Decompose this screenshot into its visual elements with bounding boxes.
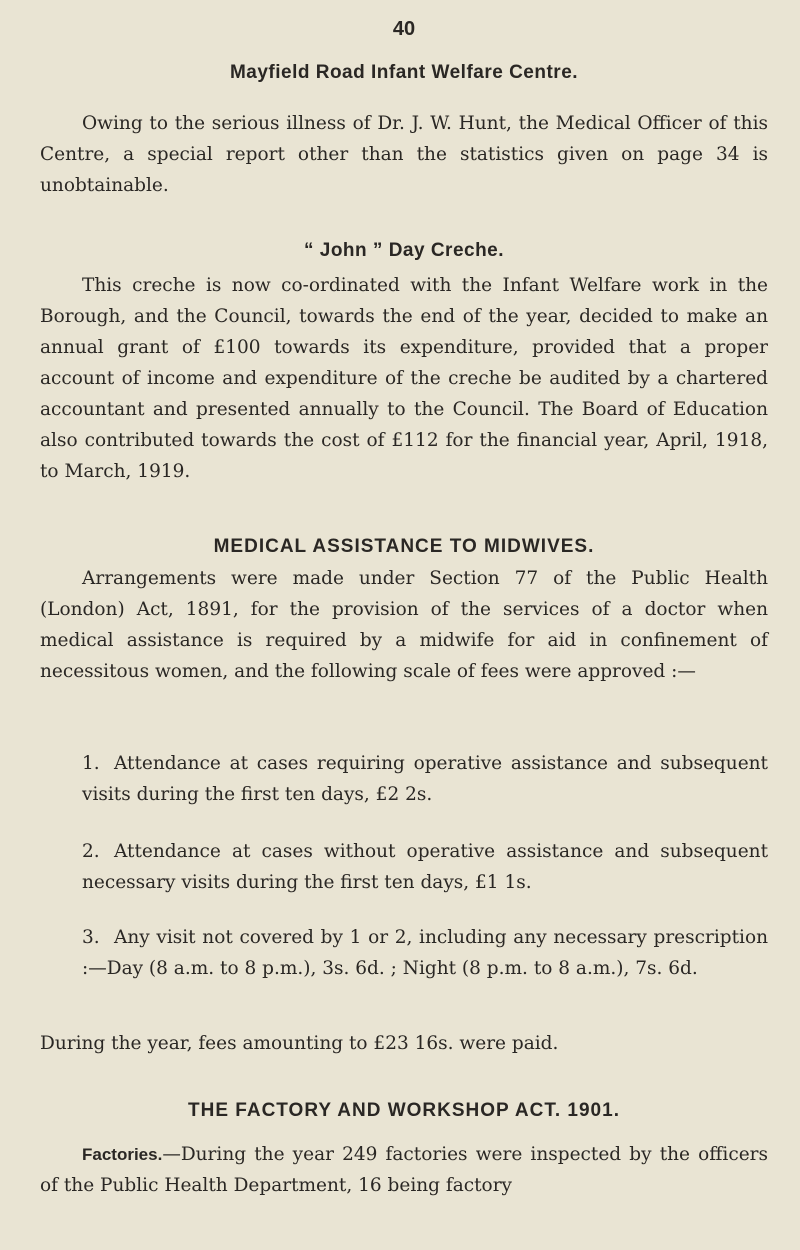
factories-text: —During the year 249 factories were inspected by the officers of the Public Health Department, 16 being factory	[40, 1144, 768, 1196]
fees-paid-paragraph: During the year, fees amounting to £23 16s. were paid.	[40, 1033, 559, 1054]
fee-item-1	[82, 748, 768, 810]
document-page	[40, 0, 768, 1250]
factories-runin-heading: Factories.	[82, 1145, 163, 1164]
fee-item-number: 2.	[82, 841, 100, 862]
creche-paragraph: This creche is now co-ordinated with the Infant Welfare work in the Borough, and the Council, towards the end of the year, decided to make an annual grant of £100 towards its expenditure, provided that a proper account of income and expenditure of the creche be audited by a chartered accountant and presented annually to the Council. The Board of Education also contributed towards the cost of £112 for the financial year, April, 1918, to March, 1919.	[40, 275, 768, 482]
page-number: 40	[392, 18, 416, 40]
fee-item-number: 1.	[82, 753, 100, 774]
fee-item-number: 3.	[82, 927, 100, 948]
midwives-paragraph: Arrangements were made under Section 77 of the Public Health (London) Act, 1891, for the provision of the services of a doctor when medical assistance is required by a midwife for aid in confinement of necessitous women, and the following scale of fees were approved :—	[40, 568, 768, 682]
creche-heading: “ John ” Day Creche.	[303, 240, 505, 261]
fee-item-2	[82, 836, 768, 898]
factories-paragraph	[40, 1139, 768, 1201]
fee-item-text: Any visit not covered by 1 or 2, including any necessary prescription :—Day (8 a.m. to 8 p.m.), 3s. 6d. ; Night (8 p.m. to 8 a.m.), 7s. 6d.	[82, 927, 768, 979]
mayfield-heading: Mayfield Road Infant Welfare Centre.	[229, 62, 579, 83]
factory-heading: THE FACTORY AND WORKSHOP ACT. 1901.	[188, 1100, 620, 1121]
fee-item-3	[82, 922, 768, 984]
fee-item-text: Attendance at cases requiring operative assistance and subsequent visits during the first ten days, £2 2s.	[82, 753, 768, 805]
midwives-heading: MEDICAL ASSISTANCE TO MIDWIVES.	[213, 536, 595, 557]
fee-item-text: Attendance at cases without operative assistance and subsequent necessary visits during the first ten days, £1 1s.	[82, 841, 768, 893]
mayfield-paragraph: Owing to the serious illness of Dr. J. W. Hunt, the Medical Officer of this Centre, a special report other than the statistics given on page 34 is unobtainable.	[40, 113, 768, 196]
